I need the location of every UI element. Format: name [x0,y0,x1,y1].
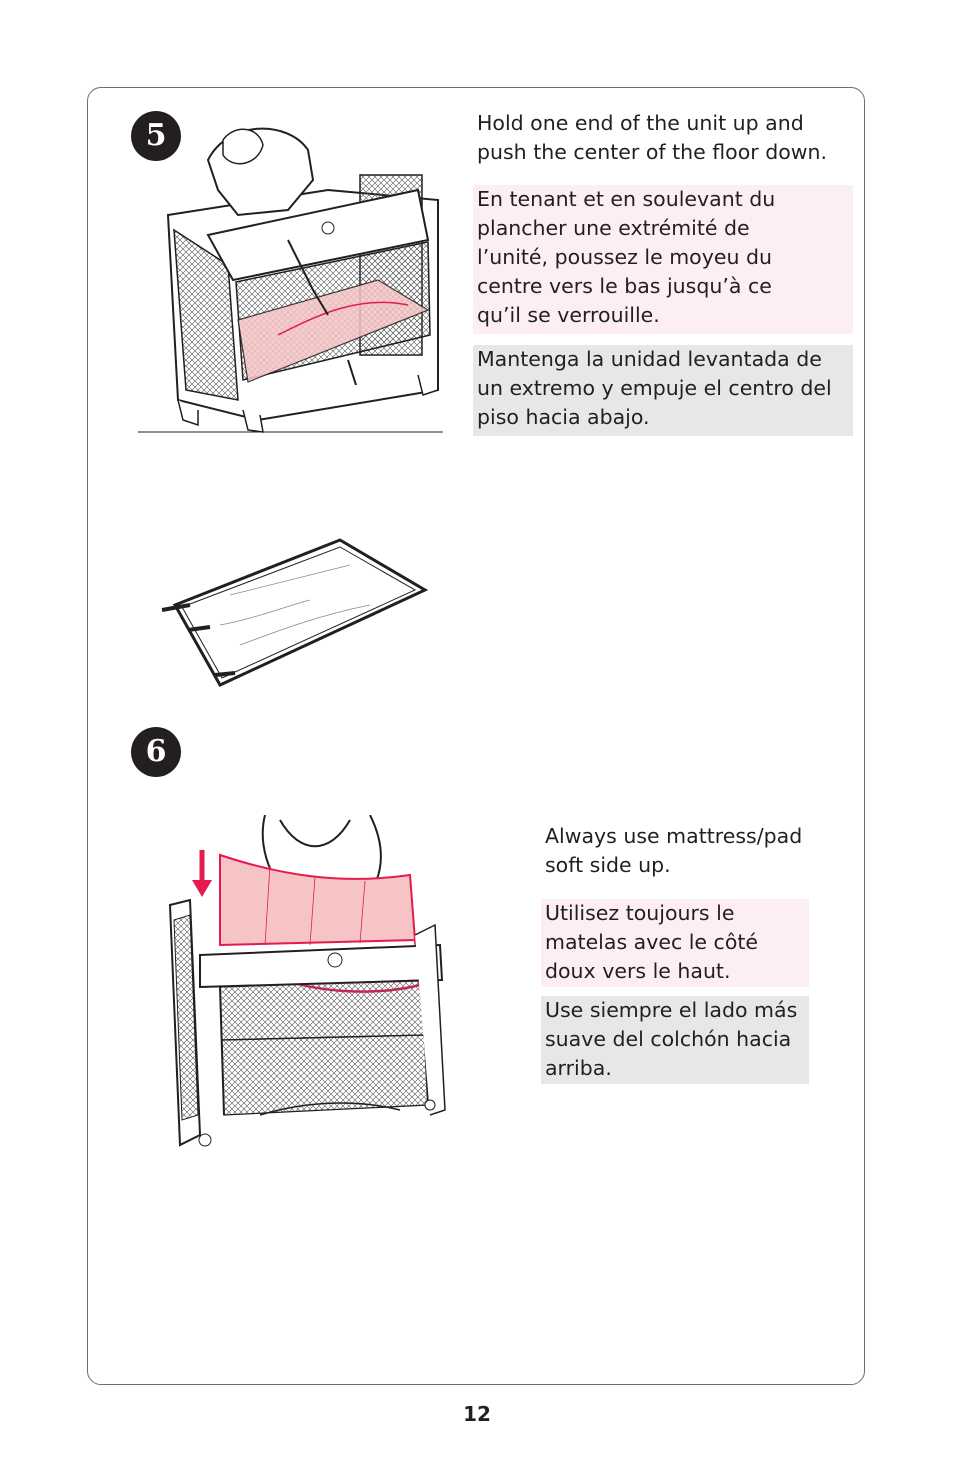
step-6-badge: 6 [131,727,181,777]
step-6-english: Always use mattress/pad soft side up. [545,824,803,877]
step-5-french: En tenant et en soulevant du plancher une extrémité de l’unité, poussez le moyeu du centre vers le bas jusqu’à ce qu’il se verrouille. [477,187,776,327]
step-5-french-box [473,185,853,334]
step-5-badge: 5 [131,111,181,161]
step-6-spanish-box [541,996,809,1084]
step-5-spanish: Mantenga la unidad levantada de un extremo y empuje el centro del piso hacia abajo. [477,347,832,429]
step-5-spanish-box [473,345,853,436]
step-5-english: Hold one end of the unit up and push the center of the floor down. [477,111,828,164]
step-6-french-box [541,899,809,987]
page-number: 12 [463,1402,491,1426]
mattress-placement-illustration [160,815,450,1150]
step-6-french: Utilisez toujours le matelas avec le côté doux vers le haut. [545,901,759,983]
step-6-spanish: Use siempre el lado más suave del colchón hacia arriba. [545,998,798,1080]
playard-floor-push-illustration [138,120,444,435]
mattress-pad-illustration [160,535,440,695]
